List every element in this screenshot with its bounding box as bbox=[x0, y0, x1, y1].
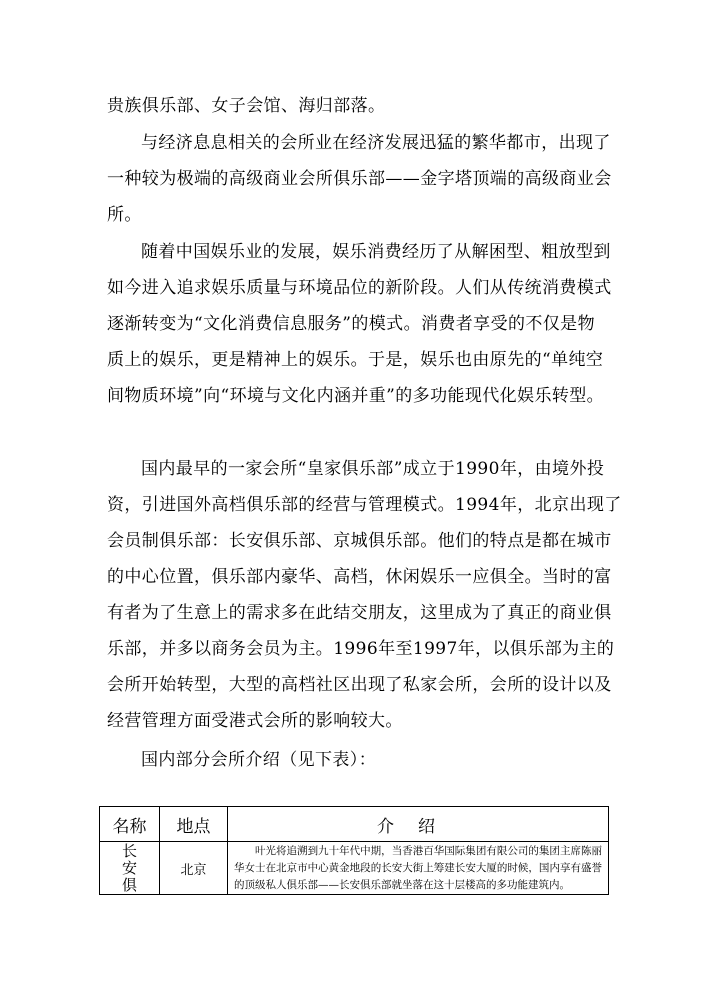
text-line: 乐部，并多以商务会员为主。1996年至1997年，以俱乐部为主的 bbox=[107, 639, 615, 659]
text-line: 随着中国娱乐业的发展，娱乐消费经历了从解困型、粗放型到 bbox=[141, 242, 611, 262]
club-name-char: 长 bbox=[121, 841, 137, 860]
header-name: 名称 bbox=[100, 807, 160, 842]
text-line: 国内部分会所介绍（见下表）： bbox=[141, 750, 377, 770]
text-line: 会所开始转型，大型的高档社区出现了私家会所，会所的设计以及 bbox=[107, 675, 612, 695]
header-intro: 介绍 bbox=[228, 807, 609, 842]
text-line: 逐渐转变为“文化消费信息服务”的模式。消费者享受的不仅是物 bbox=[107, 314, 595, 334]
paragraph-entertainment-development bbox=[107, 234, 612, 414]
paragraph-club-types bbox=[107, 88, 607, 124]
text-line: 所。 bbox=[107, 205, 142, 225]
text-line: 质上的娱乐，更是精神上的娱乐。于是，娱乐也由原先的“单纯空 bbox=[107, 350, 604, 370]
paragraph-club-history bbox=[107, 451, 622, 739]
club-description-cell: 叶光将追溯到九十年代中期，当香港百华国际集团有限公司的集团主席陈丽华女士在北京市中心黄金地段的长安大街上筹建长安大厦的时候，国内享有盛誉的顶级私人俱乐部——长安俱乐部就坐落在这十层楼高的多功能建筑内。 bbox=[228, 842, 609, 895]
text-line: 的中心位置，俱乐部内豪华、高档，休闲娱乐一应俱全。当时的富 bbox=[107, 567, 612, 587]
club-name-cell bbox=[100, 842, 160, 895]
text-line: 如今进入追求娱乐质量与环境品位的新阶段。人们从传统消费模式 bbox=[107, 278, 612, 298]
text-line: 与经济息息相关的会所业在经济发展迅猛的繁华都市，出现了 bbox=[141, 133, 611, 153]
text-line: 一种较为极端的高级商业会所俱乐部——金字塔顶端的高级商业会 bbox=[107, 169, 612, 189]
text-line: 有者为了生意上的需求多在此结交朋友，这里成为了真正的商业俱 bbox=[107, 603, 612, 623]
paragraph-table-intro bbox=[107, 742, 607, 778]
text-line: 会员制俱乐部：长安俱乐部、京城俱乐部。他们的特点是都在城市 bbox=[107, 531, 612, 551]
table-row bbox=[100, 842, 609, 895]
text-line: 资，引进国外高档俱乐部的经营与管理模式。1994年，北京出现了 bbox=[107, 495, 622, 515]
club-name-char: 俱 bbox=[121, 875, 137, 894]
paragraph-business-clubs bbox=[107, 125, 612, 233]
clubs-table bbox=[99, 806, 609, 895]
club-location-cell: 北京 bbox=[160, 842, 228, 895]
text-line: 贵族俱乐部、女子会馆、海归部落。 bbox=[107, 96, 386, 116]
text-line: 间物质环境”向“环境与文化内涵并重”的多功能现代化娱乐转型。 bbox=[107, 386, 605, 406]
text-line: 国内最早的一家会所“皇家俱乐部”成立于1990年，由境外投 bbox=[141, 459, 605, 479]
text-line: 经营管理方面受港式会所的影响较大。 bbox=[107, 711, 403, 731]
table-header-row bbox=[100, 807, 609, 842]
club-name-char: 安 bbox=[121, 858, 137, 877]
header-location: 地点 bbox=[160, 807, 228, 842]
